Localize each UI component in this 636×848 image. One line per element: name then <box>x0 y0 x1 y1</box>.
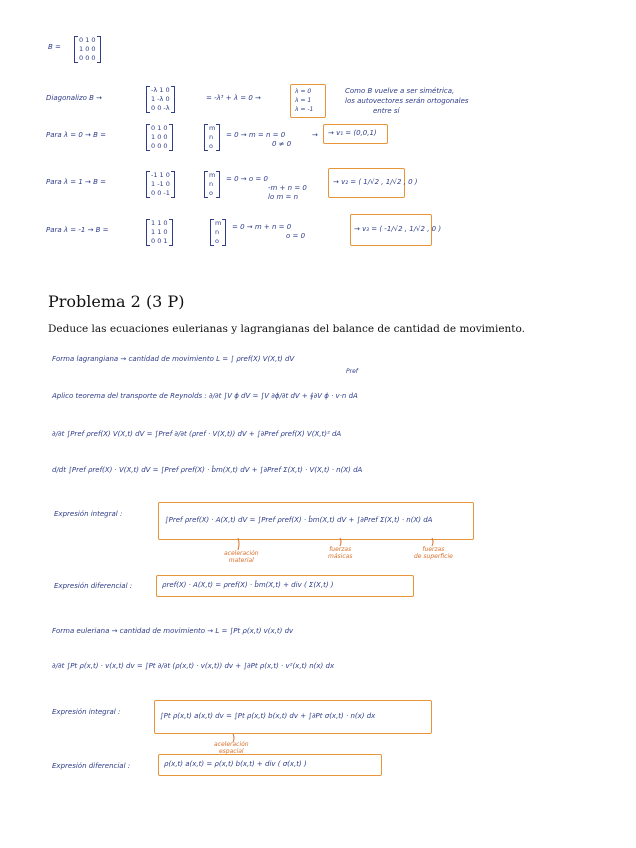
characteristic-eq: = -λ³ + λ = 0 → <box>206 94 261 102</box>
symmetry-comment: Como B vuelve a ser simétrica, los autovectores serán ortogonales entre sí <box>345 87 469 115</box>
euler-integral-label: Expresión integral : <box>52 708 121 716</box>
case2-vector: m n o <box>210 219 226 246</box>
euler-integral-box: ∫Pt ρ(x,t) a(x,t) dv = ∫Pt ρ(x,t) b(x,t) dv + ∫∂Pt σ(x,t) · n(x) dx <box>154 700 432 734</box>
euler-diff-box: ρ(x,t) a(x,t) = ρ(x,t) b(x,t) + div ( σ(x,t) ) <box>158 754 382 776</box>
lagr-diff-label: Expresión diferencial : <box>54 582 133 590</box>
case0-vector: m n o <box>204 124 220 151</box>
matrix-b-label: B = <box>48 43 61 51</box>
lagr-intro: Forma lagrangiana → cantidad de movimiento L = ∫ ρref(X) V(X,t) dV <box>52 355 295 363</box>
matrix-row: 0 1 0 <box>79 36 96 44</box>
note-surface-forces: fuerzas de superficie <box>414 546 453 560</box>
diag-label: Diagonalizo B → <box>46 94 103 102</box>
euler-line1: ∂/∂t ∫Pt ρ(x,t) · v(x,t) dv = ∫Pt ∂/∂t (ρ(x,t) · v(x,t)) dv + ∫∂Pt ρ(x,t) · v²(x,t) n(x) dx <box>52 662 335 670</box>
lagr-integral-box: ∫Pref ρref(X) · A(X,t) dV = ∫Pref ρref(X) · b̂m(X,t) dV + ∫∂Pref Σ(X,t) · n(X) dA <box>158 502 474 540</box>
lagr-line2: d/dt ∫Pref ρref(X) · V(X,t) dV = ∫Pref ρref(X) · b̂m(X,t) dV + ∫∂Pref Σ(X,t) · V(X,t) · n(X) dA <box>52 466 363 474</box>
eigen-box: λ = 0 λ = 1 λ = -1 <box>290 84 326 118</box>
reynolds-theorem: Aplico teorema del transporte de Reynolds : ∂/∂t ∫V ϕ dV = ∫V ∂ϕ/∂t dV + ∮∂V ϕ · v·n dA <box>52 392 358 400</box>
case1-vector: m n o <box>204 171 220 198</box>
case2-label: Para λ = -1 → B = <box>46 226 109 234</box>
problem-statement: Deduce las ecuaciones eulerianas y lagrangianas del balance de cantidad de movimiento. <box>48 323 525 335</box>
lagr-intro-sub: Pref <box>346 368 358 375</box>
lagr-integral-label: Expresión integral : <box>54 510 123 518</box>
case1-eq2: -m + n = 0 <box>268 184 307 192</box>
note-material-acceleration: aceleración material <box>224 550 259 564</box>
case0-result-box: → v₁ = (0,0,1) <box>323 124 388 144</box>
case2-eq2: o = 0 <box>286 232 306 240</box>
diag-matrix: -λ 1 0 1 -λ 0 0 0 -λ <box>146 86 175 113</box>
case2-matrix: 1 1 0 1 1 0 0 0 1 <box>146 219 173 246</box>
note-mass-forces: fuerzas másicas <box>328 546 353 560</box>
case0-eq: = 0 → m = n = 0 <box>226 131 286 139</box>
case0-arrow: → <box>312 131 318 139</box>
case1-eq: = 0 → o = 0 <box>226 175 268 183</box>
case0-eq2: 0 ≠ 0 <box>272 140 292 148</box>
case1-result-box: → v₂ = ( 1/√2 , 1/√2 , 0 ) <box>328 168 405 198</box>
case2-eq: = 0 → m + n = 0 <box>232 223 292 231</box>
problem-title: Problema 2 (3 P) <box>48 292 185 311</box>
case0-matrix: 0 1 0 1 0 0 0 0 0 <box>146 124 173 151</box>
case1-label: Para λ = 1 → B = <box>46 178 107 186</box>
note-spatial-acceleration: aceleración espacial <box>214 741 249 755</box>
matrix-row: 1 0 0 <box>79 45 96 53</box>
euler-intro: Forma euleriana → cantidad de movimiento → L = ∫Pt ρ(x,t) v(x,t) dv <box>52 627 294 635</box>
case2-result-box: → v₃ = ( -1/√2 , 1/√2 , 0 ) <box>350 214 432 246</box>
lagr-diff-box: ρref(X) · A(X,t) = ρref(X) · b̂m(X,t) + div ( Σ(X,t) ) <box>156 575 414 597</box>
case1-eq3: lo m = n <box>268 193 299 201</box>
euler-diff-label: Expresión diferencial : <box>52 762 131 770</box>
matrix-row: 0 0 0 <box>79 54 96 62</box>
case1-matrix: -1 1 0 1 -1 0 0 0 -1 <box>146 171 175 198</box>
lagr-line1: ∂/∂t ∫Pref ρref(X) V(X,t) dV = ∫Pref ∂/∂t (ρref · V(X,t)) dV + ∫∂Pref ρref(X) V(X,t)² dA <box>52 430 342 438</box>
case0-label: Para λ = 0 → B = <box>46 131 107 139</box>
